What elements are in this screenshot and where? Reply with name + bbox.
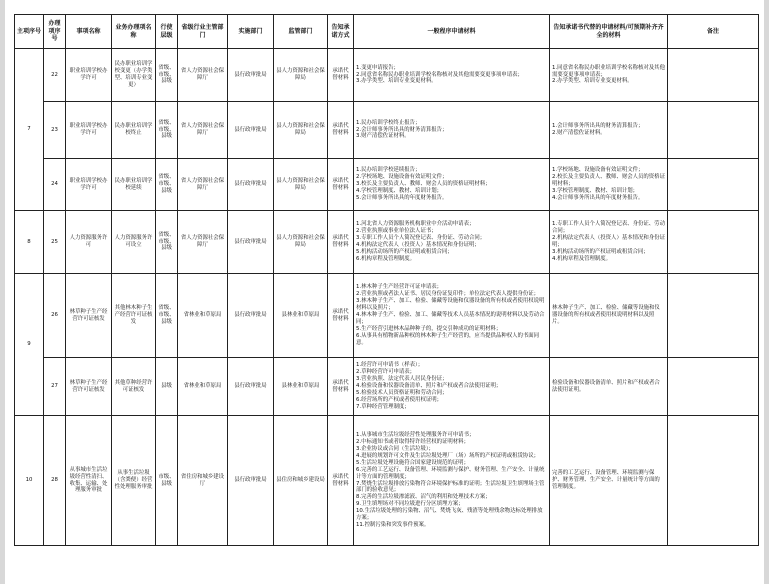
supervise-dept-cell: 县林业和草原局 — [274, 274, 328, 358]
item-name-cell: 职业培训学校办学许可 — [66, 159, 112, 211]
material-line: 2.营业执照或者法人证书、居民身份证复印件；单位法定代表人提供身份证； — [356, 291, 540, 298]
level-cell: 省级、市级、县级 — [156, 102, 178, 159]
item-name-cell: 林草种子生产经营许可证核发 — [66, 274, 112, 358]
province-dept-cell: 省林业和草原局 — [178, 274, 228, 358]
material-line: 10.生活垃圾处理的污染物、沼气、焚烧飞灰、残渣等处理残余物达标处理排放方案； — [356, 508, 543, 522]
notify-materials-cell — [550, 49, 668, 102]
material-line: 5.生产经营引进林木品种种子的，提交引种成功的证明材料； — [356, 325, 502, 332]
material-line: 5.检验技术人员资格证明和劳动合同； — [356, 389, 448, 396]
header-general-materials: 一般程序申请材料 — [354, 15, 550, 49]
level-cell: 省级、市级、县级 — [156, 211, 178, 274]
material-line: 3.专职工作人员个人简况登记表、身份证、劳动合同； — [356, 235, 486, 242]
main-no-cell: 9 — [15, 274, 44, 416]
header-impl-dept: 实施部门 — [228, 15, 274, 49]
impl-dept-cell: 县行政审批局 — [228, 274, 274, 358]
level-cell: 省级、市级、县级 — [156, 159, 178, 211]
item-name-cell: 职业培训学校办学许可 — [66, 49, 112, 102]
material-line: 5.机构活动场所的产权证明或租赁合同； — [356, 248, 453, 255]
header-remark: 备注 — [668, 15, 759, 49]
impl-dept-cell: 县行政审批局 — [228, 102, 274, 159]
material-line: 1.民办培训学校延续报告； — [356, 167, 421, 174]
material-line: 1.河北省人力资源服务机构职业中介活动申请表； — [356, 221, 475, 228]
impl-dept-cell: 县行政审批局 — [228, 49, 274, 102]
material-line: 1.林木种子生产经营许可证申请表； — [356, 284, 443, 291]
material-line: 2.营业执照或事业单位法人证书； — [356, 228, 437, 235]
item-name-cell: 从事城市生活垃圾经营性清扫、收集、运输、处理服务审批 — [66, 416, 112, 546]
material-line: 完善的工艺运行、设备管理、环境监测与保护、财务管理、生产安全、计量统计等方面的管理制度。 — [552, 470, 660, 490]
material-line: 9.卫生填埋场对不同垃圾进行分区填埋方案； — [356, 501, 464, 508]
material-line: 4.会计师事务所出具的年度财务报告。 — [552, 194, 644, 201]
material-line: 林木种子生产、加工、检验、储藏等设施和仪器设备的所有权或者使用权说明材料以及照片。 — [552, 305, 660, 325]
item-name-cell: 人力资源服务许可 — [66, 211, 112, 274]
material-line: 1.民办培训学校终止报告； — [356, 119, 421, 126]
material-line: 5.生活垃圾处理设施符合国家建设规范的证明； — [356, 459, 469, 466]
table-row — [15, 159, 759, 211]
scan-edge-left — [0, 0, 5, 584]
supervise-dept-cell: 县人力资源和社会保障局 — [274, 102, 328, 159]
supervise-dept-cell: 县林业和草原局 — [274, 358, 328, 416]
header-row — [15, 15, 759, 49]
scan-edge-right — [764, 0, 769, 584]
impl-dept-cell: 县行政审批局 — [228, 416, 274, 546]
material-line: 2.中标通知书或者取得特许经营权的证明材料； — [356, 439, 469, 446]
notify-materials-cell — [550, 211, 668, 274]
general-materials-cell — [354, 416, 550, 546]
biz-name-cell: 民办职业培训学校延续 — [112, 159, 156, 211]
material-line: 4.进展的规划许可文件及生活垃圾处理厂（场）场所的产权证明或租赁协议； — [356, 452, 540, 459]
sub-no-cell: 28 — [44, 416, 66, 546]
sub-no-cell: 23 — [44, 102, 66, 159]
material-line: 3.林木种子生产、加工、检验、储藏等设施和仪器设备的所有权或者使用权说明材料以及照片； — [356, 298, 545, 312]
header-main-no: 主项序号 — [15, 15, 44, 49]
notify-materials-cell — [550, 274, 668, 358]
supervise-dept-cell: 县人力资源和社会保障局 — [274, 211, 328, 274]
material-line: 检验设备和仪器设备清单、照片和产权或者合法使用证明。 — [552, 379, 660, 393]
header-province-dept: 省级行业主管部门 — [178, 15, 228, 49]
material-line: 2.财产清偿佐证材料。 — [552, 130, 606, 136]
material-line: 7.草种经营管理制度； — [356, 403, 410, 410]
impl-dept-cell: 县行政审批局 — [228, 211, 274, 274]
table-row — [15, 274, 759, 358]
material-line: 2.机构法定代表人（投资人）基本情况和身份证明； — [552, 235, 665, 248]
material-line: 1.变更申请报告； — [356, 64, 399, 71]
material-line: 2.校长及主要负责人、教师、财会人员的资格证明材料； — [552, 174, 665, 188]
material-line: 6.完善的工艺运行、设备管理、环境监测与保护、财务管理、生产安全、计量统计等方面的管理制度； — [356, 466, 545, 480]
notify-way-cell: 承诺代替材料 — [328, 49, 354, 102]
province-dept-cell: 省林业和草原局 — [178, 358, 228, 416]
biz-name-cell: 人力资源服务许可设立 — [112, 211, 156, 274]
province-dept-cell: 省住房和城乡建设厅 — [178, 416, 228, 546]
supervise-dept-cell: 县住房和城乡建设局 — [274, 416, 328, 546]
material-line: 3.校长及主要负责人、教师、财会人员的资格证明材料； — [356, 181, 491, 188]
supervise-dept-cell: 县人力资源和社会保障局 — [274, 159, 328, 211]
table-row — [15, 358, 759, 416]
general-materials-cell — [354, 159, 550, 211]
remark-cell — [668, 211, 759, 274]
item-name-cell: 职业培训学校办学许可 — [66, 102, 112, 159]
table-row — [15, 416, 759, 546]
header-notify-way: 告知承诺方式 — [328, 15, 354, 49]
table-row — [15, 211, 759, 274]
material-line: 6.经营场所的产权或者使用权证明； — [356, 396, 443, 403]
material-line: 11.控制污染和突发事件预案。 — [356, 521, 430, 528]
header-sub-no: 办理项序号 — [44, 15, 66, 49]
material-line: 5.会计师事务所出具的年度财务报告。 — [356, 194, 448, 201]
material-line: 2.学校场地、设施设备有效证明文件； — [356, 174, 448, 181]
general-materials-cell — [354, 102, 550, 159]
material-line: 3.财产清偿佐证材料。 — [356, 133, 410, 140]
biz-name-cell: 其他林木种子生产经营许可证核发 — [112, 274, 156, 358]
notify-way-cell: 承诺代替材料 — [328, 416, 354, 546]
supervise-dept-cell: 县人力资源和社会保障局 — [274, 49, 328, 102]
impl-dept-cell: 县行政审批局 — [228, 358, 274, 416]
material-line: 4.检验设备和仪器设备清单、照片和产权或者合法使用证明； — [356, 383, 502, 390]
notify-way-cell: 承诺代替材料 — [328, 211, 354, 274]
general-materials-cell — [354, 211, 550, 274]
level-cell: 县级 — [156, 358, 178, 416]
table-row — [15, 49, 759, 102]
notify-materials-cell — [550, 159, 668, 211]
province-dept-cell: 省人力资源社会保障厅 — [178, 159, 228, 211]
header-item-name: 事项名称 — [66, 15, 112, 49]
notify-way-cell: 承诺代替材料 — [328, 159, 354, 211]
remark-cell — [668, 159, 759, 211]
notify-materials-cell — [550, 416, 668, 546]
header-supervise-dept: 监管部门 — [274, 15, 328, 49]
material-line: 7.焚烧生活垃圾排放污染物符合环境保护标准的证明；生活垃圾卫生填埋场主管部门的验收意见； — [356, 480, 545, 494]
province-dept-cell: 省人力资源社会保障厅 — [178, 102, 228, 159]
material-line: 3.学校管理制度、教材、培训计划； — [552, 187, 639, 194]
notify-way-cell: 承诺代替材料 — [328, 358, 354, 416]
remark-cell — [668, 416, 759, 546]
remark-cell — [668, 358, 759, 416]
sub-no-cell: 27 — [44, 358, 66, 416]
item-name-cell: 林草种子生产经营许可证核发 — [66, 358, 112, 416]
material-line: 1.专职工作人员个人简况登记表、身份证、劳动合同； — [552, 221, 665, 235]
remark-cell — [668, 49, 759, 102]
material-line: 4.学校管理制度、教材、培训计划； — [356, 187, 443, 194]
material-line: 2.同意省名称民办职业培训学校名称核对及其他需要变更事项申请表； — [356, 71, 523, 78]
biz-name-cell: 从事生活垃圾（含粪便）经营性处理服务审批 — [112, 416, 156, 546]
notify-way-cell: 承诺代替材料 — [328, 274, 354, 358]
material-line: 3.企业协议或合同（生活垃圾）； — [356, 445, 434, 452]
sub-no-cell: 22 — [44, 49, 66, 102]
province-dept-cell: 省人力资源社会保障厅 — [178, 49, 228, 102]
material-line: 8.完善的生活垃圾渗滤液、沼气的利用和处理技术方案； — [356, 494, 491, 501]
material-line: 3.办学类型、培训专业变更材料。 — [356, 78, 437, 85]
material-line: 1.学校场地、设施设备有效证明文件； — [552, 167, 644, 174]
document-sheet — [14, 14, 758, 574]
general-materials-cell — [354, 49, 550, 102]
sub-no-cell: 24 — [44, 159, 66, 211]
biz-name-cell: 民办职业培训学校变更（办学类型、培训专业变更） — [112, 49, 156, 102]
header-biz-name: 业务办理项名称 — [112, 15, 156, 49]
header-notify-materials: 告知承诺书代替的申请材料/可预期补齐齐全的材料 — [550, 15, 668, 49]
material-line: 1.从事城市生活垃圾经营性处理服务许可申请书； — [356, 432, 475, 439]
biz-name-cell: 民办职业培训学校终止 — [112, 102, 156, 159]
sub-no-cell: 26 — [44, 274, 66, 358]
impl-dept-cell: 县行政审批局 — [228, 159, 274, 211]
material-line: 2.办学类型、培训专业变更材料。 — [552, 78, 633, 85]
material-line: 1.同意省名称民办职业培训学校名称核对及其他需要变更事项申请表； — [552, 64, 665, 78]
material-line: 2.会计师事务所出具的财务清算报告； — [356, 126, 448, 133]
header-level: 行使层级 — [156, 15, 178, 49]
material-line: 4.机构章程及管理制度。 — [552, 255, 612, 262]
material-line: 3.机构活动场所的产权证明或租赁合同； — [552, 248, 649, 255]
material-line: 1.经营许可申请书（样表）； — [356, 362, 424, 369]
general-materials-cell — [354, 358, 550, 416]
main-no-cell: 10 — [15, 416, 44, 546]
level-cell: 市级、县级 — [156, 416, 178, 546]
sub-no-cell: 25 — [44, 211, 66, 274]
table-row — [15, 102, 759, 159]
material-line: 3.营业执照、法定代表人居民身份证； — [356, 376, 448, 383]
notify-materials-cell — [550, 102, 668, 159]
material-line: 4.林木种子生产、检验、加工、储藏等技术人员基本情况的说明材料以及劳动合同； — [356, 312, 545, 325]
general-materials-cell — [354, 274, 550, 358]
level-cell: 省级、市级、县级 — [156, 49, 178, 102]
material-line: 6.从事具有植物新品种权的林木种子生产经营的，应当提供品种权人的书面同意。 — [356, 332, 540, 346]
material-line: 1.会计师事务所出具的财务清算报告； — [552, 123, 644, 130]
remark-cell — [668, 274, 759, 358]
material-line: 2.草种经营许可申请表； — [356, 369, 416, 376]
material-line: 6.机构章程及管理制度。 — [356, 255, 416, 262]
main-no-cell: 7 — [15, 49, 44, 211]
level-cell: 省级、市级、县级 — [156, 274, 178, 358]
remark-cell — [668, 102, 759, 159]
biz-name-cell: 其他草种经营许可证核发 — [112, 358, 156, 416]
notify-way-cell: 承诺代替材料 — [328, 102, 354, 159]
province-dept-cell: 省人力资源社会保障厅 — [178, 211, 228, 274]
main-no-cell: 8 — [15, 211, 44, 274]
material-line: 4.机构法定代表人（投资人）基本情况和身份证明； — [356, 242, 480, 248]
notify-materials-cell — [550, 358, 668, 416]
approval-items-table — [14, 14, 759, 546]
